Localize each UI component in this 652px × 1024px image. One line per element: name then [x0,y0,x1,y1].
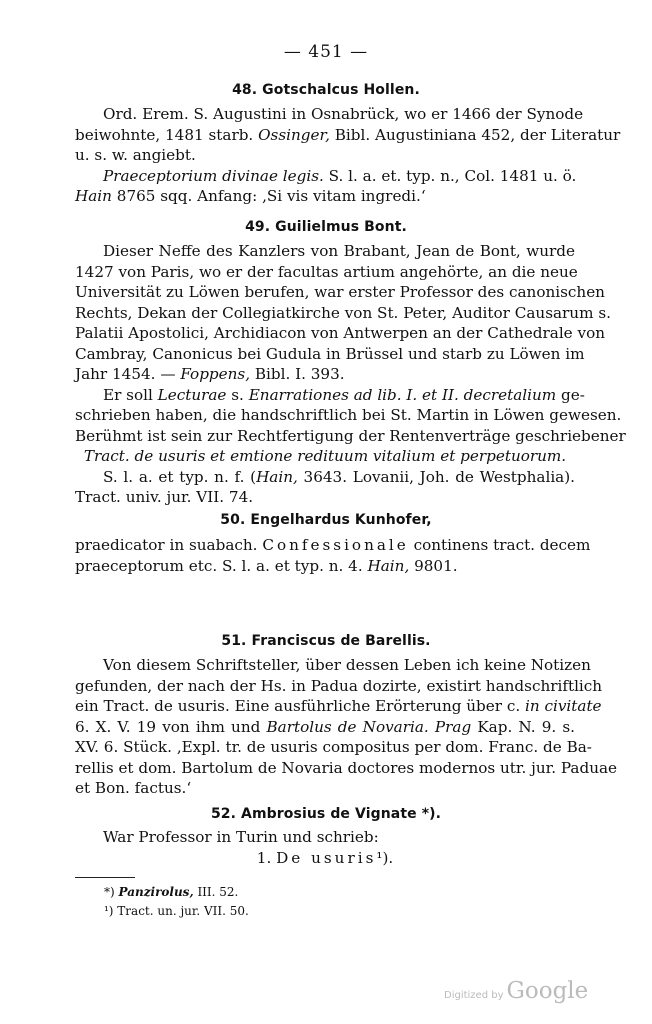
text-line: 1. De usuris¹). [256,848,394,867]
text-line: u. s. w. angiebt. [75,146,196,164]
entry-52-text [75,827,575,868]
text-line: schrieben haben, die handschriftlich bei St. Martin in Löwen gewesen. [75,406,622,424]
text-line: Von diesem Schriftsteller, über dessen Leben ich keine Notizen [103,656,591,674]
text-line: Tract. de usuris et emtione redituum vitalium et perpetuorum. [83,447,567,465]
text-line: praedicator in suabach. Confessionale continens tract. decem [75,536,591,554]
text-line: Palatii Apostolici, Archidiacon von Antwerpen an der Cathedrale von [75,324,605,342]
text-line: S. l. a. et typ. n. f. (Hain, 3643. Lovanii, Joh. de Westphalia). [103,467,575,486]
page-number: — 451 — [283,42,369,62]
text-line: Jahr 1454. — Foppens, Bibl. I. 393. [75,365,345,383]
text-line: Tract. univ. jur. VII. 74. [75,488,254,506]
heading-50: 50. Engelhardus Kunhofer, [220,512,432,528]
heading-51: 51. Franciscus de Barellis. [221,633,431,649]
text-line: beiwohnte, 1481 starb. Ossinger, Bibl. Augustiniana 452, der Literatur [75,125,621,144]
text-line: XV. 6. Stück. ‚Expl. tr. de usuris compositus per dom. Franc. de Ba- [75,738,592,756]
text-line: Universität zu Löwen berufen, war erster Professor des canonischen [75,283,605,301]
text-line: Dieser Neffe des Kanzlers von Brabant, Jean de Bont, wurde [103,242,575,260]
heading-49: 49. Guilielmus Bont. [245,219,407,235]
text-line: Hain 8765 sqq. Anfang: ‚Si vis vitam ingredi.‘ [75,187,426,205]
entry-50-text [75,535,591,576]
heading-52: 52. Ambrosius de Vignate *). [210,806,442,822]
text-line: War Professor in Turin und schrieb: [103,828,379,846]
entry-48-text [75,104,621,207]
footnote-1: *) Panzirolus, III. 52. [104,885,239,899]
text-line: praeceptorum etc. S. l. a. et typ. n. 4. Hain, 9801. [75,556,458,575]
text-line: Cambray, Canonicus bei Gudula in Brüssel und starb zu Löwen im [75,344,585,363]
text-line: 1427 von Paris, wo er der facultas artium angehörte, an die neue [75,262,578,281]
text-line: 6. X. V. 19 von ihm und Bartolus de Novaria. Prag Kap. N. 9. s. [75,717,575,736]
footnote-rule [75,877,135,878]
footnote-2: ¹) Tract. un. jur. VII. 50. [104,904,249,918]
text-line: Berühmt ist sein zur Rechtfertigung der Rentenverträge geschriebener [75,426,626,445]
text-line: ein Tract. de usuris. Eine ausführliche Erörterung über c. in civitate [75,697,602,715]
text-line: gefunden, der nach der Hs. in Padua dozirte, existirt handschriftlich [75,676,603,695]
text-line: Ord. Erem. S. Augustini in Osnabrück, wo er 1466 der Synode [103,105,584,123]
text-line: Praeceptorium divinae legis. S. l. a. et. typ. n., Col. 1481 u. ö. [103,166,577,185]
text-line: rellis et dom. Bartolum de Novaria doctores modernos utr. jur. Paduae [75,758,618,777]
entry-49-text [75,241,626,508]
text-line: Er soll Lecturae s. Enarrationes ad lib. I. et II. decretalium ge- [103,385,585,404]
text-line: Rechts, Dekan der Collegiatkirche von St. Peter, Auditor Causarum s. [75,303,611,322]
text-line: et Bon. factus.‘ [75,779,192,797]
heading-48: 48. Gotschalcus Hollen. [232,82,420,98]
entry-51-text [75,655,618,799]
digitized-watermark: Digitized by Google [444,978,589,1004]
